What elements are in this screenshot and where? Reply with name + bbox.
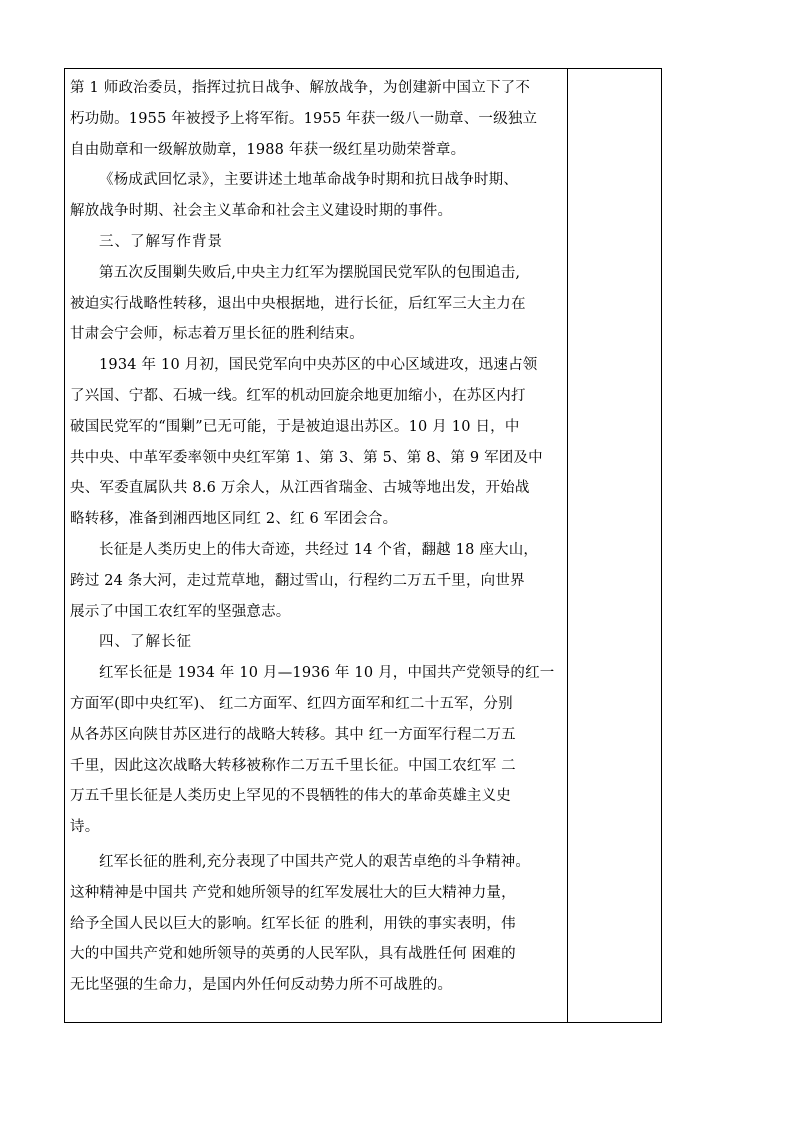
text-line: 解放战争时期、社会主义革命和社会主义建设时期的事件。 xyxy=(70,203,453,220)
text-line: 万五千里长征是人类历史上罕见的不畏牺牲的伟大的革命英雄主义史 xyxy=(70,788,511,805)
text-line: 从各苏区向陕甘苏区进行的战略大转移。其中 红一方面军行程二万五 xyxy=(70,726,516,743)
section-heading: 三、了解写作背景 xyxy=(99,233,223,250)
text-line: 给予全国人民以巨大的影响。红军长征 的胜利，用铁的事实表明，伟 xyxy=(70,915,516,932)
text-line: 央、军委直属队共 8.6 万余人，从江西省瑞金、古城等地出发，开始战 xyxy=(70,480,530,497)
content-cell xyxy=(65,69,568,1022)
text-line: 第 1 师政治委员，指挥过抗日战争、解放战争，为创建新中国立下了不 xyxy=(70,80,531,96)
text-line: 红军长征是 1934 年 10 月—1936 年 10 月，中国共产党领导的红一 xyxy=(99,665,555,682)
text-line: 朽功勋。1955 年被授予上将军衔。1955 年获一级八一勋章、一级独立 xyxy=(70,110,538,127)
section-heading: 四、了解长征 xyxy=(99,634,192,651)
text-line: 长征是人类历史上的伟大奇迹，共经过 14 个省，翻越 18 座大山， xyxy=(99,541,539,558)
text-line: 千里，因此这次战略大转移被称作二万五千里长征。中国工农红军 二 xyxy=(70,757,516,774)
text-line: 诗。 xyxy=(70,819,100,836)
text-line: 无比坚强的生命力，是国内外任何反动势力所不可战胜的。 xyxy=(70,977,453,994)
text-line: 1934 年 10 月初，国民党军向中央苏区的中心区域进攻，迅速占领 xyxy=(99,357,538,374)
text-line: 展示了中国工农红军的坚强意志。 xyxy=(70,603,291,620)
text-line: 红军长征的胜利,充分表现了中国共产党人的艰苦卓绝的斗争精神。 xyxy=(99,853,531,870)
text-line: 方面军(即中央红军)、 红二方面军、红四方面军和红二十五军，分别 xyxy=(70,695,513,712)
text-line: 略转移，准备到湘西地区同红 2、红 6 军团会合。 xyxy=(70,511,398,528)
notes-cell xyxy=(568,69,661,1022)
text-line: 自由勋章和一级解放勋章，1988 年获一级红星功勋荣誉章。 xyxy=(70,141,466,158)
text-line: 第五次反围剿失败后,中央主力红军为摆脱国民党军队的包围追击, xyxy=(99,264,521,281)
text-line: 跨过 24 条大河，走过荒草地，翻过雪山，行程约二万五千里，向世界 xyxy=(70,572,525,589)
text-line: 这种精神是中国共 产党和她所领导的红军发展壮大的巨大精神力量， xyxy=(70,884,516,901)
text-line: 被迫实行战略性转移，退出中央根据地，进行长征，后红军三大主力在 xyxy=(70,295,526,312)
text-line: 破国民党军的“围剿”已无可能，于是被迫退出苏区。10 月 10 日，中 xyxy=(70,418,520,435)
text-line: 甘肃会宁会师，标志着万里长征的胜利结束。 xyxy=(70,326,364,343)
text-line: 了兴国、宁都、石城一线。红军的机动回旋余地更加缩小，在苏区内打 xyxy=(70,387,526,404)
text-line: 共中央、中革军委率领中央红军第 1、第 3、第 5、第 8、第 9 军团及中 xyxy=(70,449,543,466)
text-line: 大的中国共产党和她所领导的英勇的人民军队，具有战胜任何 困难的 xyxy=(70,946,516,963)
document-table xyxy=(64,68,662,1023)
text-line: 《杨成武回忆录》，主要讲述土地革命战争时期和抗日战争时期、 xyxy=(99,172,519,189)
